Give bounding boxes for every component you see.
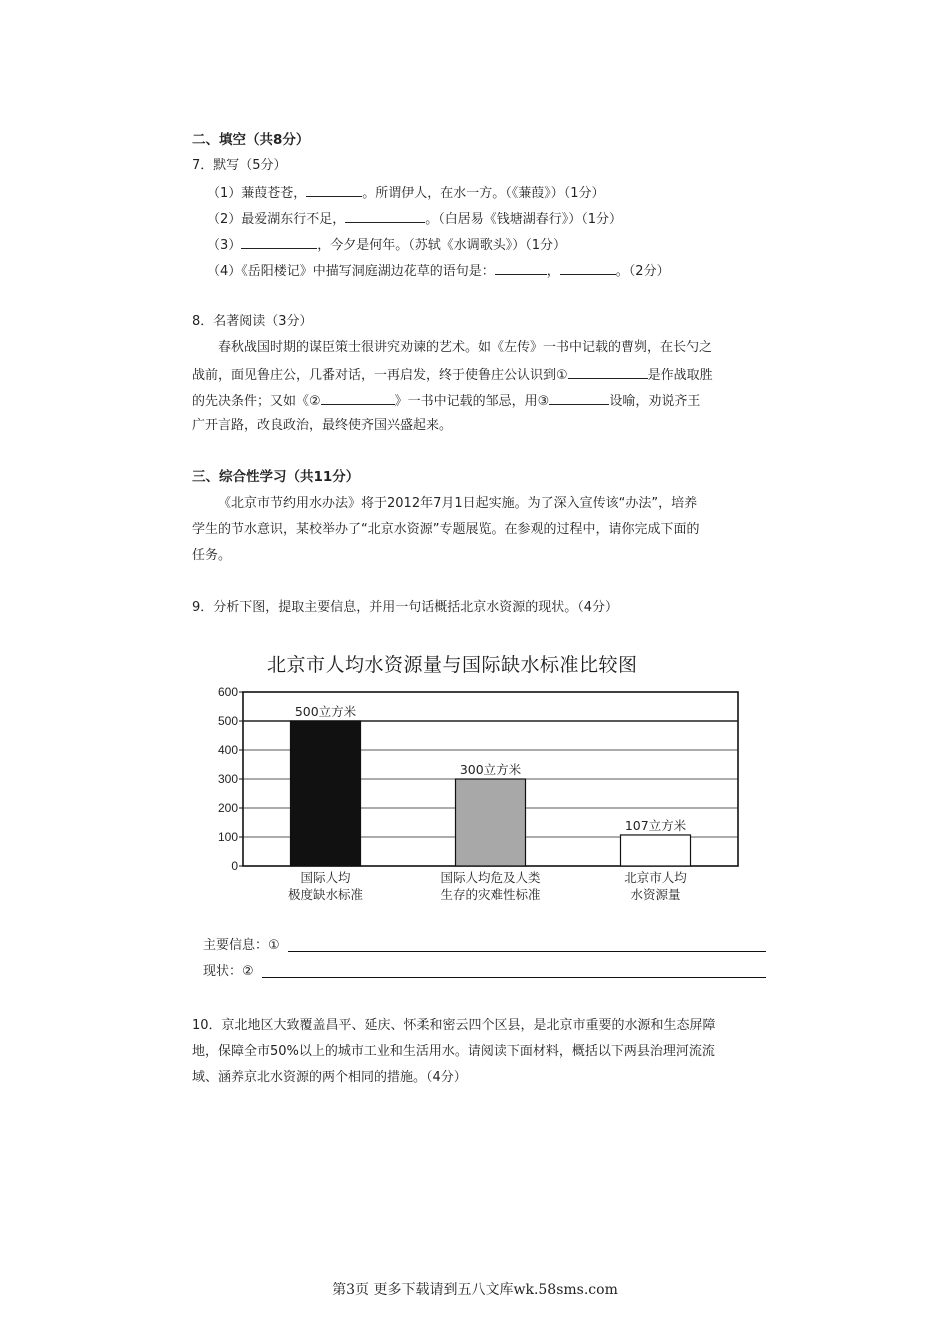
- q8-title: 8．名著阅读（3分）: [192, 314, 313, 329]
- category-label: 水资源量: [630, 887, 681, 902]
- q7-item-4-blank-b[interactable]: [560, 260, 616, 275]
- category-label: 生存的灾难性标准: [440, 887, 541, 902]
- section-3-heading: 三、综合性学习（共11分）: [192, 469, 360, 485]
- bar: [456, 779, 526, 866]
- q8-line-2-post: 是作战取胜: [647, 368, 713, 383]
- data-label: 107立方米: [624, 817, 687, 833]
- q7-item-1-post: 。所谓伊人，在水一方。（《蒹葭》）（1分）: [362, 186, 605, 201]
- q8-line-4: 广开言路，改良政治，最终使齐国兴盛起来。: [192, 418, 453, 433]
- data-label: 500立方米: [294, 704, 357, 719]
- q8-blank-2[interactable]: [321, 390, 395, 405]
- y-tick-label: 0: [231, 859, 238, 873]
- y-tick-label: 300: [217, 772, 238, 786]
- page-footer: 第3页 更多下载请到五八文库wk.58sms.com: [332, 1282, 618, 1298]
- q7-item-1: [207, 182, 605, 204]
- q7-item-3-post: ，今夕是何年。（苏轼《水调歌头》）（1分）: [317, 238, 567, 253]
- y-tick-label: 400: [217, 743, 238, 757]
- plot-frame: [243, 692, 738, 866]
- chart-title: 北京市人均水资源量与国际缺水标准比较图: [267, 654, 638, 676]
- category-label: 国际人均: [300, 870, 351, 885]
- q7-item-4-post: 。（2分）: [615, 264, 670, 279]
- y-tick-label: 100: [217, 830, 238, 844]
- category-label: 国际人均危及人类: [440, 870, 541, 885]
- q8-line-3: [192, 390, 700, 412]
- category-label: 极度缺水标准: [287, 887, 364, 902]
- q10-line-2: 地，保障全市50%以上的城市工业和生活用水。请阅读下面材料，概括以下两县治理河流流: [192, 1044, 715, 1059]
- y-tick-label: 500: [217, 714, 238, 728]
- q8-line-3-post: 设喻，劝说齐王: [609, 394, 701, 409]
- q7-item-3: [207, 234, 566, 256]
- q7-item-4-mid: ，: [546, 264, 560, 279]
- q8-line-3-pre: 的先决条件；又如《②: [192, 394, 321, 409]
- q9-answer-2-label: 现状：②: [203, 964, 254, 979]
- q7-item-3-blank[interactable]: [241, 234, 317, 249]
- q9-answer-1-line[interactable]: [288, 951, 766, 952]
- q8-line-3-mid: 》一书中记载的邹忌，用③: [394, 394, 550, 409]
- q7-item-2: [207, 208, 622, 230]
- category-label: 北京市人均: [624, 870, 687, 885]
- q10-line-1: 10．京北地区大致覆盖昌平、延庆、怀柔和密云四个区县，是北京市重要的水源和生态屏障: [192, 1018, 716, 1033]
- q8-line-1: 春秋战国时期的谋臣策士很讲究劝谏的艺术。如《左传》一书中记载的曹刿，在长勺之: [218, 340, 713, 355]
- q7-item-3-pre: （3）: [207, 238, 242, 253]
- q8-line-2-pre: 战前，面见鲁庄公，几番对话，一再启发，终于使鲁庄公认识到①: [192, 368, 568, 383]
- y-tick-label: 600: [217, 685, 238, 699]
- y-tick-label: 200: [217, 801, 238, 815]
- q7-item-4: [207, 260, 670, 282]
- q7-item-4-blank-a[interactable]: [495, 260, 547, 275]
- q10-line-3: 域、涵养京北水资源的两个相同的措施。（4分）: [192, 1070, 467, 1085]
- section-3-intro-1: 《北京市节约用水办法》将于2012年7月1日起实施。为了深入宣传该“办法”，培养: [218, 496, 698, 511]
- q7-item-2-blank[interactable]: [345, 208, 425, 223]
- q7-title: 7．默写（5分）: [192, 158, 287, 173]
- q7-item-1-blank[interactable]: [306, 182, 362, 197]
- q9-title: 9．分析下图，提取主要信息，并用一句话概括北京水资源的现状。（4分）: [192, 600, 619, 615]
- q7-item-2-pre: （2）最爱湖东行不足，: [207, 212, 346, 227]
- section-3-intro-3: 任务。: [192, 548, 232, 563]
- section-2-heading: 二、填空（共8分）: [192, 132, 310, 148]
- q8-line-2: [192, 364, 713, 386]
- q8-blank-3[interactable]: [549, 390, 609, 405]
- q9-answer-2-line[interactable]: [262, 977, 766, 978]
- section-3-intro-2: 学生的节水意识，某校举办了“北京水资源”专题展览。在参观的过程中，请你完成下面的: [192, 522, 700, 537]
- data-label: 300立方米: [459, 762, 522, 777]
- q7-item-4-pre: （4）《岳阳楼记》中描写洞庭湖边花草的语句是：: [207, 264, 495, 279]
- q8-blank-1[interactable]: [568, 364, 648, 379]
- bar: [291, 721, 361, 866]
- q7-item-2-post: 。（白居易《钱塘湖春行》）（1分）: [425, 212, 623, 227]
- q9-answer-1-label: 主要信息：①: [203, 938, 280, 953]
- q7-item-1-pre: （1）蒹葭苍苍，: [207, 186, 307, 201]
- bar: [621, 835, 691, 866]
